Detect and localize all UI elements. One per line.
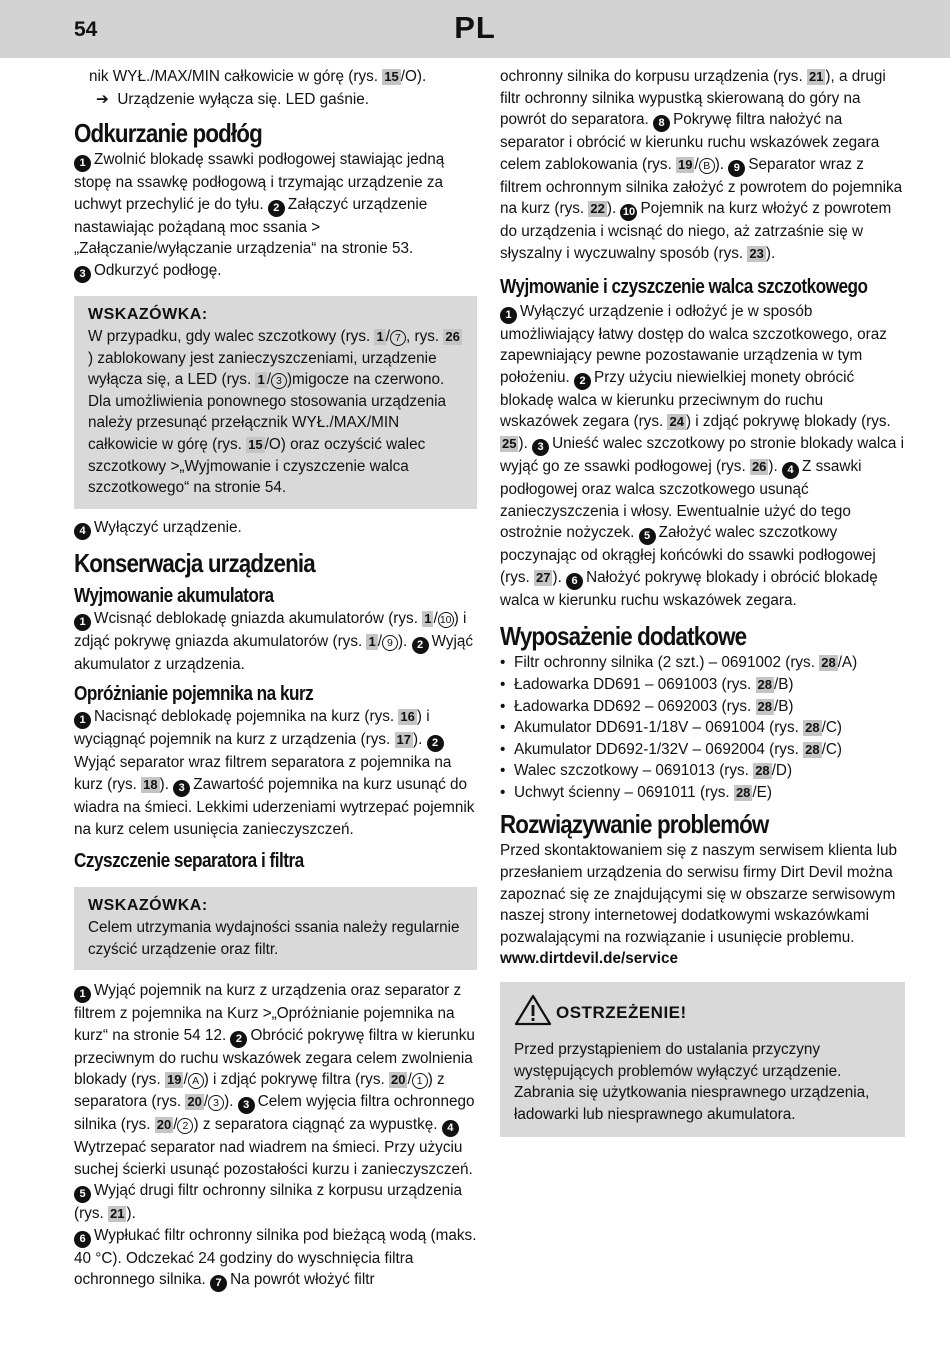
list-item: • Ładowarka DD692 – 0692003 (rys. 28 /B) <box>500 696 905 718</box>
warning-text: Przed przystąpieniem do ustalania przyczyny występujących problemów wyłączyć urządzenie. Zabrania się użytkowania niesprawnego urządzenia, ładowarki lub niesprawnego akumulatora. <box>514 1041 870 1123</box>
heading-brush-roll: Wyjmowanie i czyszczenie walca szczotkowego <box>500 275 868 298</box>
left-column <box>74 66 477 1292</box>
language-code: PL <box>454 10 496 45</box>
heading-floor-cleaning: Odkurzanie podłóg <box>74 118 262 149</box>
list-item: • Akumulator DD691-1/18V – 0691004 (rys. 28 /C) <box>500 717 905 739</box>
service-link[interactable]: www.dirtdevil.de/service <box>500 950 678 968</box>
note-text: W przypadku, gdy walec szczotkowy (rys. 1 / 7 , rys. 26) zablokowany jest zanieczyszczeniami, urządzenie wyłącza się, a LED (rys. 1 / 3 )migocze na czerwono. Dla umożliwienia ponownego stosowania urządzenia należy przesunąć przełącznik WYŁ./MAX/MIN całkowicie w górę (rys. 15 /O) oraz oczyścić walec szczotkowy >„Wyjmowanie i czyszczenie walca szczotkowego“ na stronie 54. <box>88 327 460 497</box>
separator-steps: 1 Wyjąć pojemnik na kurz z urządzenia oraz separator z filtrem z pojemnika na Kurz >„Opróżnianie pojemnika na kurz“ na stronie 54 12. 2 Obrócić pokrywę filtra w kierunku przeciwnym do ruchu wskazówek zegara celem zwolnienia blokady (rys. 19 / A ) i zdjąć pokrywę filtra (rys. 20 / 1 ) z separatora (rys. 20 / 3 ). 3 Celem wyjęcia filtra ochronnego silnika (rys. 20 / 2 ) z separatora ciągnąć za wypustkę. 4Wytrzepać separator nad wiadrem na śmieci. Przy użyciu suchej ścierki usunąć pozostałości kurzu i zanieczyszczeń. 5 Wyjąć drugi filtr ochronny silnika z korpusu urządzenia (rys. 21 ). 6 Wypłukać filtr ochronny silnika pod bieżącą wodą (maks. 40 °C). Odczekać 24 godziny do wyschnięcia filtra ochronnego silnika. 7 Na powrót włożyć filtr <box>74 980 477 1292</box>
warning-box <box>500 982 905 1137</box>
warning-triangle-icon <box>514 994 552 1031</box>
accessories-list <box>500 652 905 803</box>
list-item: • Akumulator DD692-1/32V – 0692004 (rys. 28 /C) <box>500 739 905 761</box>
list-item: • Walec szczotkowy – 0691013 (rys. 28 /D) <box>500 760 905 782</box>
floor-steps: 1 Zwolnić blokadę ssawki podłogowej stawiając jedną stopę na ssawkę podłogową i trzymając urządzenie za uchwyt przechylić je do tyłu. 2 Załączyć urządzenie nastawiając pożądaną moc ssania > „Załączanie/wyłączanie urządzenia“ na stronie 53. 3 Odkurzyć podłogę. <box>74 149 477 283</box>
list-item: • Ładowarka DD691 – 0691003 (rys. 28 /B) <box>500 674 905 696</box>
figure-ref: 15 <box>384 69 399 84</box>
warning-title: OSTRZEŻENIE! <box>556 1002 687 1022</box>
brush-steps: 1 Wyłączyć urządzenie i odłożyć je w sposób umożliwiający łatwy dostęp do walca szczotkowego, oraz zapewniający pewne pozostawanie urządzenia w tym położeniu. 2 Przy użyciu niewielkiej monety obrócić blokadę walca w kierunku przeciwnym do ruchu wskazówek zegara (rys. 24 ) i zdjąć pokrywę blokady (rys. 25 ). 3 Unieść walec szczotkowy po stronie blokady walca i wyjąć go ze ssawki podłogowej (rys. 26 ). 4 Z ssawki podłogowej oraz walca szczotkowego usunąć zanieczyszczenia i włosy. Ewentualnie użyć do tego ostrożnie nożyczek. 5 Założyć walec szczotkowy poczynając od okrągłej końcówki do ssawki podłogowej (rys. 27 ). 6 Nałożyć pokrywę blokady i obrócić blokadę walca w kierunku ruchu wskazówek zegara. <box>500 302 905 609</box>
result-line: ➔ Urządzenie wyłącza się. LED gaśnie. <box>96 90 369 108</box>
page-number: 54 <box>74 18 98 41</box>
step-number: 3 <box>74 266 91 283</box>
heading-battery: Wyjmowanie akumulatora <box>74 584 274 607</box>
heading-accessories: Wyposażenie dodatkowe <box>500 621 747 652</box>
page-header <box>0 0 950 58</box>
continued-steps: ochronny silnika do korpusu urządzenia (rys. 21 ), a drugi filtr ochronny silnika wypustką skierowaną do góry na powrót do separatora. 8 Pokrywę filtra nałożyć na separator i obrócić w kierunku ruchu wskazówek zegara celem zablokowania (rys. 19 / B ). 9 Separator wraz z filtrem ochronnym silnika założyć z powrotem do pojemnika na kurz (rys. 22 ). 10 Pojemnik na kurz włożyć z powrotem do urządzenia i wcisnąć do niego, aż zatrzaśnie się w słyszalny i wyczuwalny sposób (rys. 23 ). <box>500 68 903 262</box>
note-title: WSKAZÓWKA: <box>88 305 208 323</box>
heading-troubleshooting: Rozwiązywanie problemów <box>500 809 769 840</box>
note-box-2 <box>74 887 477 970</box>
warning-header <box>514 994 891 1031</box>
arrow-icon: ➔ <box>96 90 109 108</box>
intro-paragraph: nik WYŁ./MAX/MIN całkowicie w górę (rys. 15 /O). <box>89 68 427 85</box>
empty-steps: 1 Nacisnąć deblokadę pojemnika na kurz (rys. 16 ) i wyciągnąć pojemnik na kurz z urządzenia (rys. 17 ). 2Wyjąć separator wraz filtrem separatora z pojemnika na kurz (rys. 18 ). 3 Zawartość pojemnika na kurz usunąć do wiadra na śmieci. Lekkimi uderzeniami wytrzepać pojemnik na kurz celem usunięcia zanieczyszczeń. <box>74 708 475 838</box>
floor-step-4: 4 Wyłączyć urządzenie. <box>74 517 477 540</box>
note-box <box>74 296 477 509</box>
troubleshooting-text: Przed skontaktowaniem się z naszym serwisem klienta lub przesłaniem urządzenia do serwisu firmy Dirt Devil można zapoznać się ze znajdującymi się w obszarze serwisowym naszej strony internetowej dodatkowymi wskazówkami pozwalającymi na rozwiązanie i usunięcie problemu. <box>500 842 898 946</box>
step-number: 1 <box>74 155 91 172</box>
heading-empty-container: Opróżnianie pojemnika na kurz <box>74 683 314 706</box>
list-item: • Filtr ochronny silnika (2 szt.) – 0691002 (rys. 28 /A) <box>500 652 905 674</box>
step-number: 2 <box>268 200 285 217</box>
heading-maintenance: Konserwacja urządzenia <box>74 547 315 578</box>
right-column <box>500 66 905 1137</box>
heading-separator-cleaning: Czyszczenie separatora i filtra <box>74 850 304 873</box>
list-item: • Uchwyt ścienny – 0691011 (rys. 28 /E) <box>500 782 905 804</box>
step-number: 4 <box>74 523 91 540</box>
note-title: WSKAZÓWKA: <box>88 897 208 915</box>
battery-steps: 1 Wcisnąć deblokadę gniazda akumulatorów (rys. 1 / 10 ) i zdjąć pokrywę gniazda akumulatorów (rys. 1 / 9 ). 2 Wyjąć akumulator z urządzenia. <box>74 609 474 673</box>
note-text: Celem utrzymania wydajności ssania należy regularnie czyścić urządzenie oraz filtr. <box>88 919 460 958</box>
